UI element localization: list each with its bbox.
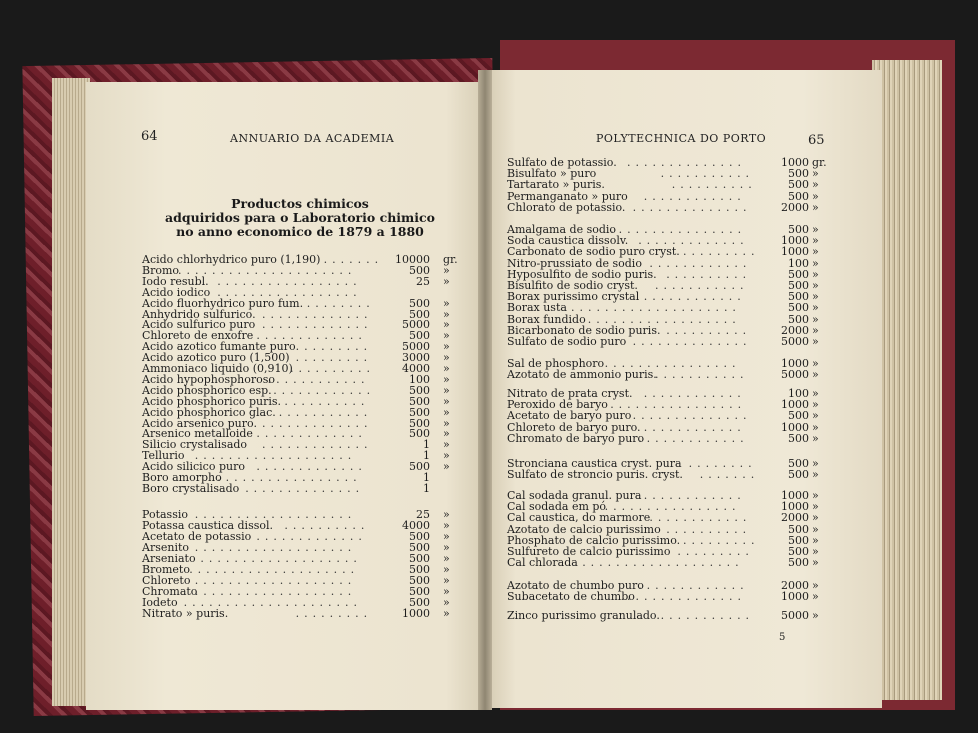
item-quantity: 500 (788, 533, 809, 547)
leader-dots: ................... (200, 552, 362, 565)
leader-dots: .................... (189, 563, 360, 576)
leader-dots: .................... (571, 301, 741, 315)
leader-dots: ................. (217, 471, 362, 484)
leader-dots: ................. (217, 285, 362, 299)
item-unit: » (443, 383, 450, 397)
item-unit: » (443, 460, 450, 474)
item-name: Peroxido de baryo (507, 398, 608, 412)
item-quantity: 1 (423, 481, 430, 495)
leader-dots: .............. (632, 200, 752, 214)
item-name: Subacetato de chumbo (507, 590, 635, 604)
item-unit: » (443, 519, 450, 532)
item-quantity: 4000 (402, 519, 430, 532)
leader-dots: ......... (295, 351, 373, 365)
item-unit: » (812, 590, 819, 604)
item-quantity: 5000 (781, 335, 809, 348)
item-name: Stronciana caustica cryst. pura (507, 457, 682, 470)
item-unit: » (812, 468, 819, 482)
item-name: Silicio crystalisado (142, 438, 248, 452)
item-quantity: 500 (409, 296, 430, 310)
item-unit: » (812, 234, 819, 248)
item-quantity: 500 (788, 468, 809, 482)
item-quantity: 500 (788, 167, 809, 181)
item-name: Bicarbonato de sodio puris. (507, 323, 661, 337)
item-unit: gr. (812, 156, 827, 169)
item-name: Borax usta (507, 301, 567, 315)
item-quantity: 3000 (402, 351, 430, 365)
item-quantity: 500 (409, 552, 430, 565)
leader-dots: ............ (267, 372, 370, 386)
item-name: Potassa caustica dissol. (142, 519, 273, 532)
item-quantity: 500 (409, 263, 430, 277)
item-unit: » (812, 533, 819, 547)
item-unit: » (812, 431, 819, 445)
item-quantity: 5000 (781, 609, 809, 622)
leader-dots: ................ (604, 500, 741, 514)
item-quantity: 100 (409, 372, 430, 386)
item-unit: » (812, 609, 819, 622)
item-unit: » (443, 318, 450, 332)
item-name: Borax purissimo crystal (507, 290, 640, 304)
item-name: Boro crystalisado (142, 481, 240, 495)
item-quantity: 1000 (781, 357, 809, 370)
item-quantity: 500 (409, 530, 430, 543)
item-unit: » (443, 274, 450, 288)
item-unit: » (443, 351, 450, 365)
item-name: Anhydrido sulfurico. (142, 307, 256, 321)
item-name: Acido iodico (142, 285, 211, 299)
item-quantity: 25 (416, 274, 430, 288)
leader-dots: .......... (284, 519, 370, 532)
leader-dots: ............ (649, 256, 752, 270)
leader-dots: ............. (262, 438, 373, 452)
leader-dots: .......... (666, 323, 752, 337)
item-unit: » (812, 387, 819, 400)
item-quantity: 500 (788, 178, 809, 192)
item-unit: » (812, 398, 819, 412)
item-name: Acido arsenico puro. (142, 416, 257, 430)
right-running-head: POLYTECHNICA DO PORTO (596, 132, 767, 145)
leader-dots: ........... (660, 609, 755, 622)
leader-dots: ......... (683, 533, 760, 547)
leader-dots: ..................... (178, 263, 357, 277)
item-unit: » (443, 427, 450, 441)
item-name: Sulfato de sodio puro (507, 335, 627, 348)
item-unit: » (812, 178, 819, 192)
item-name: Sulfureto de calcio purissimo (507, 545, 671, 558)
left-running-head: ANNUARIO DA ACADEMIA (230, 132, 395, 145)
leader-dots: ....... (323, 253, 384, 266)
item-unit: » (443, 340, 450, 354)
item-name: Sulfato de stroncio puris. cryst. (507, 468, 683, 482)
item-name: Boro amorpho (142, 471, 222, 484)
item-unit: » (812, 500, 819, 514)
item-name: Chromato (142, 585, 198, 598)
item-name: Amalgama de sodio (507, 223, 617, 236)
item-name: Iodo resubl. (142, 274, 209, 288)
item-quantity: 500 (409, 405, 430, 419)
leader-dots: .......... (290, 362, 375, 375)
item-quantity: 500 (788, 223, 809, 236)
item-quantity: 500 (788, 189, 809, 203)
item-quantity: 500 (788, 545, 809, 558)
item-name: Phosphato de calcio purissimo. (507, 533, 681, 547)
leader-dots: ........... (655, 279, 749, 292)
leader-dots: ................ (604, 357, 741, 370)
item-name: Chlorato de potassio. (507, 200, 626, 214)
item-quantity: 25 (416, 508, 430, 521)
item-name: Acido chlorhydrico puro (1,190) (142, 253, 321, 266)
item-name: Azotato de calcio purissimo (507, 522, 661, 536)
leader-dots: ................... (194, 449, 357, 463)
item-unit: » (812, 420, 819, 434)
signature-mark: 5 (779, 632, 786, 643)
item-name: Ammoniaco liquido (0,910) (142, 362, 293, 375)
item-quantity: 1 (423, 438, 430, 452)
item-unit: » (812, 368, 819, 382)
item-unit: » (443, 449, 450, 463)
item-name: Arseniato (142, 552, 196, 565)
item-unit: » (812, 335, 819, 348)
item-quantity: 500 (788, 267, 809, 281)
leader-dots: ............ (643, 387, 746, 400)
leader-dots: ........ (688, 457, 757, 470)
item-name: Cal sodada granul. pura (507, 489, 642, 502)
item-unit: » (443, 307, 450, 321)
item-name: Acido phosphorico puris. (142, 394, 282, 408)
leader-dots: ................... (194, 541, 357, 554)
item-quantity: 500 (409, 329, 430, 343)
item-name: Chromato de baryo puro (507, 431, 645, 445)
item-name: Bisulfato » puro (507, 167, 597, 181)
leader-dots: ......... (295, 607, 373, 620)
title-line-1: Productos chimicos (231, 196, 369, 211)
item-name: Acetato de baryo puro (507, 409, 632, 423)
item-name: Acido hypophosphoroso (142, 372, 276, 386)
item-unit: » (443, 596, 450, 609)
item-unit: » (443, 563, 450, 576)
item-quantity: 2000 (781, 323, 809, 337)
item-quantity: 500 (409, 460, 430, 474)
leader-dots: .............. (632, 409, 752, 423)
item-unit: » (443, 362, 450, 375)
item-unit: » (812, 167, 819, 181)
item-unit: » (443, 329, 450, 343)
leader-dots: ............ (273, 383, 376, 397)
item-unit: » (443, 438, 450, 452)
list-title (130, 197, 470, 239)
item-quantity: 5000 (402, 318, 430, 332)
list-item (507, 336, 827, 348)
item-name: Iodeto (142, 596, 178, 609)
item-name: Acido fluorhydrico puro fum. (142, 296, 304, 310)
leader-dots: ............. (638, 234, 749, 248)
item-quantity: 500 (409, 563, 430, 576)
item-unit: » (812, 545, 819, 558)
item-name: Acido sulfurico puro (142, 318, 256, 332)
page-edges-left (52, 78, 90, 706)
item-unit: » (443, 405, 450, 419)
item-quantity: 500 (409, 585, 430, 598)
item-quantity: 500 (409, 596, 430, 609)
leader-dots: ....... (699, 468, 760, 482)
leader-dots: ................. (217, 274, 362, 288)
item-quantity: 100 (788, 387, 809, 400)
item-quantity: 2000 (781, 579, 809, 592)
item-unit: » (812, 511, 819, 525)
item-quantity: 500 (788, 431, 809, 445)
item-name: Nitro-prussiato de sodio (507, 256, 642, 270)
item-quantity: 500 (409, 427, 430, 441)
item-name: Cal chlorada (507, 556, 578, 570)
item-quantity: 500 (409, 383, 430, 397)
item-unit: » (443, 263, 450, 277)
item-unit: » (812, 357, 819, 370)
item-name: Nitrato de prata cryst. (507, 387, 633, 400)
item-quantity: 1 (423, 471, 430, 484)
item-quantity: 1000 (781, 489, 809, 502)
item-name: Acido azotico puro (1,500) (142, 351, 290, 365)
list-item (507, 610, 827, 622)
item-unit: » (812, 223, 819, 236)
leader-dots: .............. (245, 481, 365, 495)
item-unit: » (443, 394, 450, 408)
item-quantity: 500 (788, 556, 809, 570)
item-quantity: 10000 (395, 253, 430, 266)
item-name: Bisulfito de sodio cryst. (507, 279, 638, 292)
item-quantity: 500 (788, 290, 809, 304)
item-name: Borax fundido (507, 312, 586, 326)
item-quantity: 500 (788, 409, 809, 423)
item-name: Arsenito (142, 541, 190, 554)
item-quantity: 1000 (781, 590, 809, 604)
item-unit: » (812, 279, 819, 292)
item-name: Nitrato » puris. (142, 607, 229, 620)
item-quantity: 1000 (781, 398, 809, 412)
list-item (507, 202, 827, 214)
item-name: Hyposulfito de sodio puris. (507, 267, 657, 281)
list-item (507, 469, 827, 481)
title-line-2: adquiridos para o Laboratorio chimico (165, 210, 435, 225)
item-name: Acido phosphorico esp. (142, 383, 272, 397)
list-item (507, 433, 827, 445)
item-name: Acetato de potassio (142, 530, 252, 543)
item-name: Brometo (142, 563, 190, 576)
leader-dots: ............ (643, 290, 746, 304)
leader-dots: .............. (627, 156, 746, 169)
list-item (507, 369, 827, 381)
leader-dots: ........... (655, 368, 749, 382)
leader-dots: ......... (677, 545, 754, 558)
item-quantity: 5000 (402, 340, 430, 354)
item-unit: » (812, 267, 819, 281)
item-unit: » (812, 256, 819, 270)
right-page-number: 65 (808, 133, 825, 148)
item-unit: » (812, 189, 819, 203)
leader-dots: ........ (306, 296, 375, 310)
item-unit: » (443, 416, 450, 430)
item-quantity: 500 (409, 541, 430, 554)
leader-dots: ............. (262, 416, 373, 430)
item-unit: » (443, 607, 450, 620)
item-quantity: 500 (788, 312, 809, 326)
leader-dots: ..................... (183, 596, 363, 609)
item-name: Cal caustica, do marmore (507, 511, 651, 525)
item-quantity: 500 (788, 457, 809, 470)
leader-dots: ............. (262, 307, 373, 321)
item-quantity: 4000 (402, 362, 430, 375)
item-quantity: 1000 (781, 500, 809, 514)
item-unit: » (812, 556, 819, 570)
item-unit: » (812, 200, 819, 214)
item-unit: » (812, 522, 819, 536)
item-name: Acido phosphorico glac. (142, 405, 276, 419)
item-quantity: 1000 (781, 245, 809, 259)
item-name: Arsenico metalloide (142, 427, 253, 441)
item-name: Tellurio (142, 449, 185, 463)
item-unit: » (443, 541, 450, 554)
leader-dots: ............. (256, 427, 367, 441)
item-name: Permanganato » puro (507, 189, 628, 203)
item-name: Chloreto de baryo puro. (507, 420, 641, 434)
leader-dots: .......... (666, 267, 752, 281)
leader-dots: ............ (643, 420, 746, 434)
book-gutter (478, 70, 492, 710)
item-unit: » (812, 579, 819, 592)
page-edges-right (872, 60, 942, 700)
item-quantity: 500 (409, 574, 430, 587)
item-name: Acido azotico fumante puro (142, 340, 296, 354)
list-item (142, 483, 462, 495)
leader-dots: ................... (194, 574, 357, 587)
item-quantity: 1000 (402, 607, 430, 620)
item-unit: » (812, 290, 819, 304)
item-quantity: 1000 (781, 234, 809, 248)
item-unit: » (812, 245, 819, 259)
item-quantity: 500 (409, 394, 430, 408)
item-unit: » (812, 312, 819, 326)
item-name: Chloreto de enxofre (142, 329, 254, 343)
item-name: Soda caustica dissolv. (507, 234, 629, 248)
leader-dots: ............. (256, 530, 367, 543)
item-name: Acido silicico puro (142, 460, 245, 474)
leader-dots: ......... (683, 245, 760, 259)
leader-dots: ................... (194, 585, 357, 598)
item-unit: » (812, 301, 819, 315)
list-item (142, 608, 462, 620)
leader-dots: ......... (295, 340, 373, 354)
title-line-3: no anno economico de 1879 a 1880 (176, 224, 424, 239)
item-unit: » (443, 508, 450, 521)
item-quantity: 2000 (781, 200, 809, 214)
item-name: Azotato de ammonio puris. (507, 368, 657, 382)
item-quantity: 5000 (781, 368, 809, 382)
item-unit: » (812, 323, 819, 337)
item-name: Azotato de chumbo puro (507, 579, 644, 592)
item-quantity: 500 (788, 279, 809, 292)
leader-dots: ............. (638, 579, 749, 592)
leader-dots: ............ (643, 189, 746, 203)
item-unit: » (443, 574, 450, 587)
leader-dots: .............. (632, 335, 752, 348)
leader-dots: ................... (582, 556, 744, 570)
item-unit: » (443, 552, 450, 565)
leader-dots: ............ (643, 489, 746, 502)
item-name: Zinco purissimo granulado. (507, 609, 660, 622)
item-quantity: 1000 (781, 156, 809, 169)
item-quantity: 500 (409, 416, 430, 430)
leader-dots: ............. (256, 460, 367, 474)
item-unit: » (443, 296, 450, 310)
item-name: Bromo (142, 263, 180, 277)
item-quantity: 100 (788, 256, 809, 270)
list-item (507, 591, 827, 603)
left-page-number: 64 (141, 129, 158, 144)
leader-dots: ............. (262, 318, 373, 332)
item-unit: » (443, 585, 450, 598)
item-unit: » (812, 489, 819, 502)
item-unit: gr. (443, 253, 458, 266)
item-quantity: 1000 (781, 420, 809, 434)
leader-dots: .......... (671, 178, 757, 192)
leader-dots: ................ (610, 223, 747, 236)
item-quantity: 500 (788, 522, 809, 536)
item-name: Chloreto (142, 574, 191, 587)
leader-dots: ............ (649, 511, 752, 525)
item-unit: » (812, 457, 819, 470)
item-quantity: 500 (409, 307, 430, 321)
item-name: Sal de phosphoro (507, 357, 605, 370)
leader-dots: ............. (256, 329, 367, 343)
item-name: Carbonato de sodio puro cryst. (507, 245, 680, 259)
leader-dots: ........... (660, 167, 755, 181)
item-name: Tartarato » puris. (507, 178, 605, 192)
item-quantity: 1 (423, 449, 430, 463)
item-unit: » (443, 372, 450, 386)
item-name: Sulfato de potassio. (507, 156, 617, 169)
leader-dots: .............. (627, 590, 746, 604)
item-quantity: 500 (788, 301, 809, 315)
leader-dots: ............. (638, 431, 749, 445)
item-name: Cal sodada em pó (507, 500, 607, 514)
leader-dots: .......... (666, 522, 752, 536)
item-quantity: 2000 (781, 511, 809, 525)
leader-dots: ........... (278, 405, 373, 419)
list-item (507, 557, 827, 569)
leader-dots: .......... (284, 394, 370, 408)
leader-dots: ................ (610, 398, 747, 412)
leader-dots: .................. (587, 312, 741, 326)
item-name: Potassio (142, 508, 188, 521)
item-unit: » (443, 530, 450, 543)
item-unit: » (812, 409, 819, 423)
leader-dots: ................... (194, 508, 357, 521)
